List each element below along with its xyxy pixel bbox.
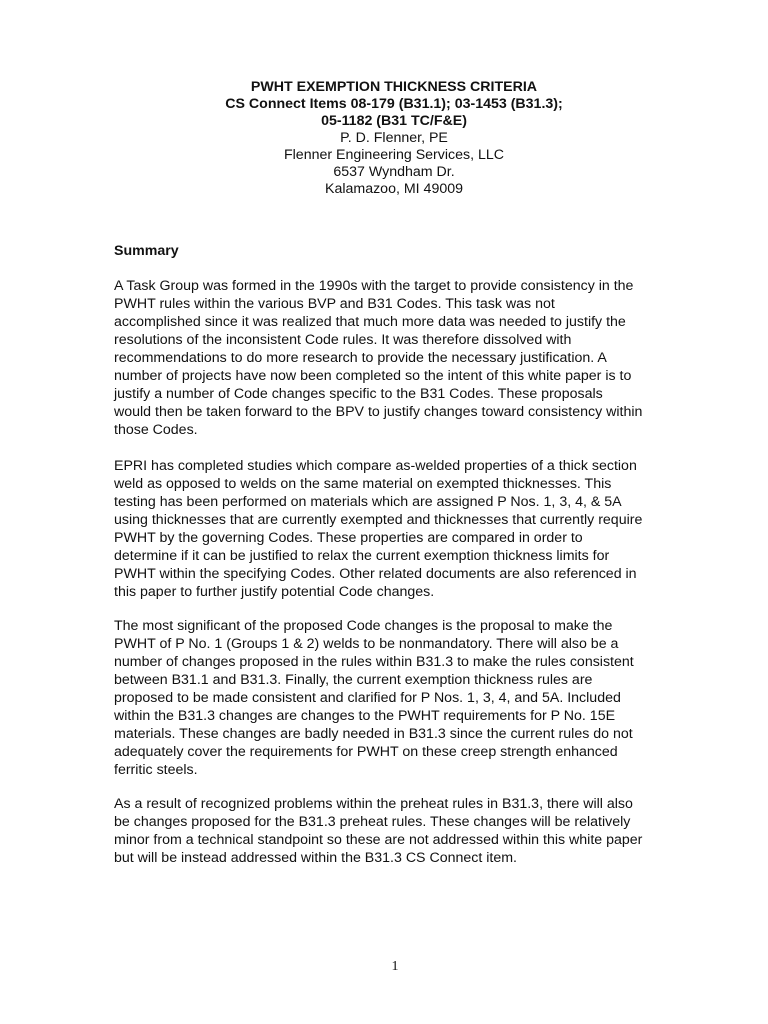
paragraph-line: PWHT rules within the various BVP and B31 Codes. This task was not <box>114 296 555 313</box>
paragraph-line: using thicknesses that are currently exempted and thicknesses that currently require <box>114 512 643 529</box>
cs-connect-items-line-1: CS Connect Items 08-179 (B31.1); 03-1453 (B31.3); <box>225 96 563 112</box>
summary-paragraph-3 <box>114 617 684 779</box>
street-address: 6537 Wyndham Dr. <box>333 164 455 180</box>
paragraph-line: recommendations to do more research to provide the necessary justification. A <box>114 350 607 367</box>
paragraph-line: number of projects have now been completed so the intent of this white paper is to <box>114 368 632 385</box>
author-name: P. D. Flenner, PE <box>340 130 448 146</box>
page-number: 1 <box>391 959 399 974</box>
paragraph-line: this paper to further justify potential Code changes. <box>114 584 435 601</box>
paragraph-line: adequately cover the requirements for PWHT on these creep strength enhanced <box>114 744 618 761</box>
paragraph-line: ferritic steels. <box>114 762 198 779</box>
paragraph-line: between B31.1 and B31.3. Finally, the current exemption thickness rules are <box>114 672 593 689</box>
paragraph-line: but will be instead addressed within the B31.3 CS Connect item. <box>114 850 517 867</box>
summary-heading: Summary <box>114 243 179 259</box>
paragraph-line: resolutions of the inconsistent Code rules. It was therefore dissolved with <box>114 332 572 349</box>
paragraph-line: those Codes. <box>114 422 198 439</box>
paragraph-line: determine if it can be justified to relax the current exemption thickness limits for <box>114 548 610 565</box>
summary-paragraph-4 <box>114 795 684 867</box>
paragraph-line: weld as opposed to welds on the same material on exempted thicknesses. This <box>114 476 612 493</box>
paragraph-line: As a result of recognized problems within the preheat rules in B31.3, there will also <box>114 796 633 812</box>
paragraph-line: EPRI has completed studies which compare as-welded properties of a thick section <box>114 458 637 474</box>
summary-paragraph-1 <box>114 277 684 439</box>
company-name: Flenner Engineering Services, LLC <box>283 147 505 163</box>
cs-connect-items-line-2: 05-1182 (B31 TC/F&E) <box>321 113 467 129</box>
paragraph-line: number of changes proposed in the rules within B31.3 to make the rules consistent <box>114 654 634 671</box>
paragraph-line: accomplished since it was realized that much more data was needed to justify the <box>114 314 626 331</box>
paragraph-line: would then be taken forward to the BPV to justify changes toward consistency within <box>114 404 643 421</box>
paragraph-line: A Task Group was formed in the 1990s with the target to provide consistency in the <box>114 278 634 294</box>
paragraph-line: PWHT within the specifying Codes. Other related documents are also referenced in <box>114 566 637 583</box>
summary-paragraph-2 <box>114 457 684 601</box>
document-title: PWHT EXEMPTION THICKNESS CRITERIA <box>250 79 538 95</box>
city-address: Kalamazoo, MI 49009 <box>324 181 464 197</box>
paragraph-line: proposed to be made consistent and clarified for P Nos. 1, 3, 4, and 5A. Included <box>114 690 621 707</box>
paragraph-line: PWHT by the governing Codes. These properties are compared in order to <box>114 530 583 547</box>
document-header <box>0 79 768 198</box>
paragraph-line: PWHT of P No. 1 (Groups 1 & 2) welds to be nonmandatory. There will also be a <box>114 636 619 653</box>
paragraph-line: justify a number of Code changes specific to the B31 Codes. These proposals <box>114 386 603 403</box>
paragraph-line: be changes proposed for the B31.3 preheat rules. These changes will be relatively <box>114 814 631 831</box>
paragraph-line: minor from a technical standpoint so these are not addressed within this white paper <box>114 832 643 849</box>
paragraph-line: The most significant of the proposed Code changes is the proposal to make the <box>114 618 613 634</box>
paragraph-line: materials. These changes are badly needed in B31.3 since the current rules do not <box>114 726 633 743</box>
paragraph-line: testing has been performed on materials which are assigned P Nos. 1, 3, 4, & 5A <box>114 494 622 511</box>
paragraph-line: within the B31.3 changes are changes to the PWHT requirements for P No. 15E <box>114 708 616 725</box>
